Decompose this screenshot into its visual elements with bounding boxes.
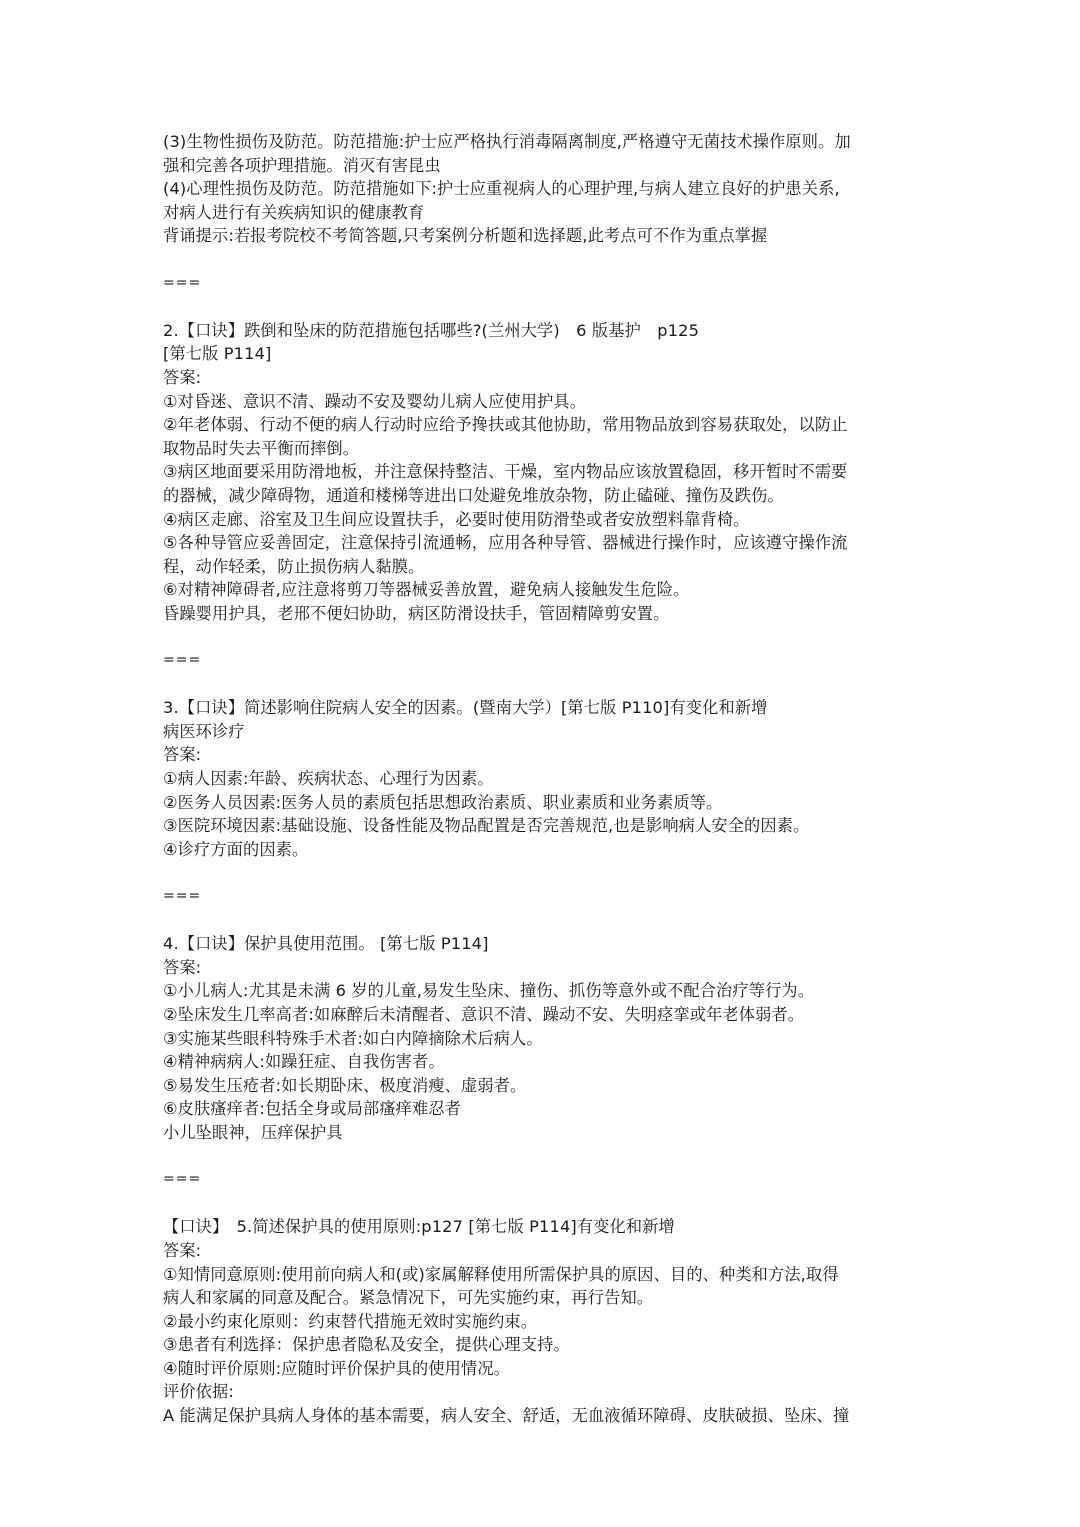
text-line: ④随时评价原则:应随时评价保护具的使用情况。 <box>163 1358 511 1378</box>
blank-line <box>163 673 923 697</box>
text-line: 3.【口诀】简述影响住院病人安全的因素。(暨南大学）[第七版 P110]有变化和新增 <box>163 698 768 718</box>
text-line: ①对昏迷、意识不清、躁动不安及婴幼儿病人应使用护具。 <box>163 391 587 411</box>
section-separator: === <box>163 652 202 669</box>
text-line: 4.【口诀】保护具使用范围。 [第七版 P114] <box>163 934 489 954</box>
text-line: 对病人进行有关疾病知识的健康教育 <box>163 202 425 222</box>
blank-line <box>163 909 923 933</box>
text-line: A 能满足保护具病人身体的基本需要，病人安全、舒适，无血液循环障碍、皮肤破损、坠床、撞 <box>163 1406 850 1426</box>
section-separator: === <box>163 274 202 291</box>
text-line: ①病人因素:年龄、疾病状态、心理行为因素。 <box>163 769 494 789</box>
blank-line <box>163 625 923 649</box>
text-line: ⑥皮肤瘙痒者:包括全身或局部瘙痒难忍者 <box>163 1099 462 1119</box>
text-line: ②最小约束化原则：约束替代措施无效时实施约束。 <box>163 1311 538 1331</box>
text-line: 程，动作轻柔，防止损伤病人黏膜。 <box>163 556 425 576</box>
text-line: ⑤各种导管应妥善固定，注意保持引流通畅，应用各种导管、器械进行操作时，应该遵守操作流 <box>163 533 848 553</box>
text-line: 的器械，减少障碍物，通道和楼梯等进出口处避免堆放杂物，防止磕碰、撞伤及跌伤。 <box>163 485 784 505</box>
text-line: 2.【口诀】跌倒和坠床的防范措施包括哪些?(兰州大学) 6 版基护 p125 <box>163 320 700 340</box>
text-line: 小儿坠眼神，压痒保护具 <box>163 1122 343 1142</box>
text-line: 昏躁婴用护具，老邢不便妇协助，病区防滑设扶手，管固精障剪安置。 <box>163 603 670 623</box>
text-line: 取物品时失去平衡而摔倒。 <box>163 438 360 458</box>
text-line: 背诵提示:若报考院校不考简答题,只考案例分析题和选择题,此考点可不作为重点掌握 <box>163 226 768 246</box>
text-line: ②医务人员因素:医务人员的素质包括思想政治素质、职业素质和业务素质等。 <box>163 792 723 812</box>
text-line: 病医环诊疗 <box>163 721 245 741</box>
text-line: ③实施某些眼科特殊手术者:如白内障摘除术后病人。 <box>163 1028 543 1048</box>
blank-line <box>163 295 923 319</box>
text-line: ③病区地面要采用防滑地板，并注意保持整洁、干燥，室内物品应该放置稳固，移开暂时不需要 <box>163 462 848 482</box>
document-body <box>163 130 923 1428</box>
text-line: ③患者有利选择：保护患者隐私及安全，提供心理支持。 <box>163 1335 570 1355</box>
text-line: 答案: <box>163 957 202 977</box>
blank-line <box>163 861 923 885</box>
text-line: ①知情同意原则:使用前向病人和(或)家属解释使用所需保护具的原因、目的、种类和方法,取得 <box>163 1264 839 1284</box>
text-line: (4)心理性损伤及防范。防范措施如下:护士应重视病人的心理护理,与病人建立良好的护患关系, <box>163 179 840 199</box>
text-line: 答案: <box>163 1240 202 1260</box>
text-line: ②年老体弱、行动不便的病人行动时应给予搀扶或其他协助，常用物品放到容易获取处，以防止 <box>163 415 848 435</box>
text-line: ③医院环境因素:基础设施、设备性能及物品配置是否完善规范,也是影响病人安全的因素。 <box>163 816 810 836</box>
blank-line <box>163 1192 923 1216</box>
section-separator: === <box>163 888 202 904</box>
text-line: ⑤易发生压疮者:如长期卧床、极度消瘦、虚弱者。 <box>163 1075 527 1095</box>
text-line: ④病区走廊、浴室及卫生间应设置扶手，必要时使用防滑垫或者安放塑料靠背椅。 <box>163 509 750 529</box>
section-separator: === <box>163 1171 202 1188</box>
text-line: (3)生物性损伤及防范。防范措施:护士应严格执行消毒隔离制度,严格遵守无菌技术操作原则。加 <box>163 132 851 151</box>
text-line: ⑥对精神障碍者,应注意将剪刀等器械妥善放置，避免病人接触发生危险。 <box>163 580 690 600</box>
text-line: 答案: <box>163 367 202 387</box>
blank-line <box>163 1145 923 1169</box>
text-line: 评价依据: <box>163 1382 234 1402</box>
text-line: 病人和家属的同意及配合。紧急情况下，可先实施约束，再行告知。 <box>163 1288 654 1308</box>
text-line: ①小儿病人:尤其是未满 6 岁的儿童,易发生坠床、撞伤、抓伤等意外或不配合治疗等行为。 <box>163 981 815 1001</box>
text-line: ②坠床发生几率高者:如麻醉后未清醒者、意识不清、躁动不安、失明痉挛或年老体弱者。 <box>163 1004 805 1024</box>
text-line: 强和完善各项护理措施。消灭有害昆虫 <box>163 155 441 175</box>
text-line: 【口诀】 5.简述保护具的使用原则:p127 [第七版 P114]有变化和新增 <box>163 1217 675 1237</box>
text-line: ④诊疗方面的因素。 <box>163 839 309 859</box>
text-line: [第七版 P114] <box>163 344 272 364</box>
blank-line <box>163 248 923 272</box>
text-line: ④精神病病人:如躁狂症、自我伤害者。 <box>163 1052 445 1072</box>
text-line: 答案: <box>163 745 202 765</box>
